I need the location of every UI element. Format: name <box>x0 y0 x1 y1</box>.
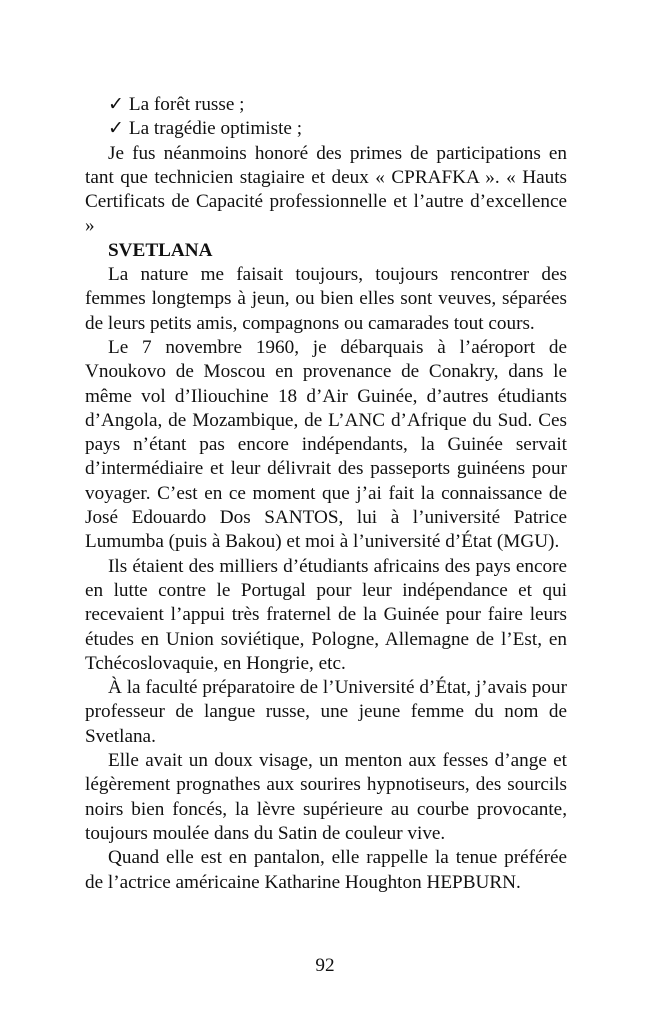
page-body <box>85 93 567 895</box>
bullet-text: La forêt russe ; <box>128 94 245 115</box>
section-heading: SVETLANA <box>108 239 213 261</box>
paragraph: Elle avait un doux visage, un menton aux fesses d’ange et légèrement prognathes aux sourires hypnotiseurs, des sourcils noirs bien foncés, la lèvre supérieure au courbe provocante, toujours moulée dans du Satin de couleur vive. <box>85 750 567 844</box>
checkmark-icon: ✓ <box>108 118 125 140</box>
checkmark-icon: ✓ <box>108 94 125 115</box>
paragraph: Le 7 novembre 1960, je débarquais à l’aéroport de Vnoukovo de Moscou en provenance de Conakry, dans le même vol d’Iliouchine 18 d’Air Guinée, d’autres étudiants d’Angola, de Mozambique, de L’ANC d’Afrique du Sud. Ces pays n’étant pas encore indépendants, la Guinée servait d’intermédiaire et leur délivrait des passeports guinéens pour voyager. C’est en ce moment que j’ai fait la connaissance de José Edouardo Dos SANTOS, lui à l’université Patrice Lumumba (puis à Bakou) et moi à l’université d’État (MGU). <box>85 336 567 553</box>
paragraph: Je fus néanmoins honoré des primes de participations en tant que technicien stagiaire et deux « CPRAFKA ». « Hauts Certificats de Capacité professionnelle et l’autre d’excellence » <box>85 142 567 237</box>
paragraph: À la faculté préparatoire de l’Université d’État, j’avais pour professeur de langue russe, une jeune femme du nom de Svetlana. <box>85 677 567 747</box>
page-number: 92 <box>315 955 335 976</box>
paragraph: Ils étaient des milliers d’étudiants africains des pays encore en lutte contre le Portugal pour leur indépendance et qui recevaient l’appui très fraternel de la Guinée pour faire leurs études en Union soviétique, Pologne, Allemagne de l’Est, en Tchécoslovaquie, en Hongrie, etc. <box>85 555 567 674</box>
bullet-item <box>85 93 567 117</box>
paragraph: Quand elle est en pantalon, elle rappelle la tenue préférée de l’actrice américaine Katharine Houghton HEPBURN. <box>85 847 567 893</box>
paragraph: La nature me faisait toujours, toujours rencontrer des femmes longtemps à jeun, ou bien elles sont veuves, séparées de leurs petits amis, compagnons ou camarades tout cours. <box>85 264 567 334</box>
bullet-item <box>85 117 567 141</box>
bullet-text: La tragédie optimiste ; <box>128 118 303 140</box>
